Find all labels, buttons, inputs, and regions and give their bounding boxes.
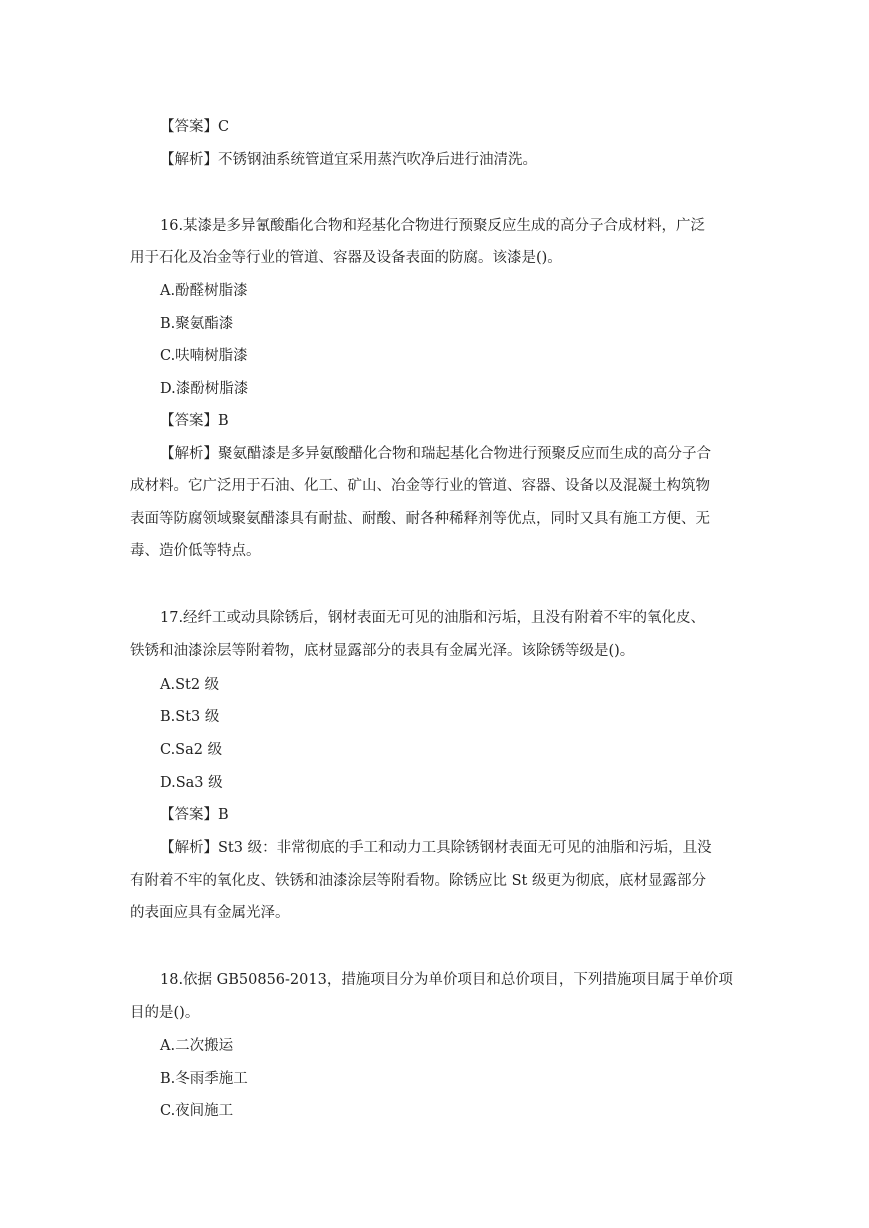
question-17-option-c: C.Sa2 级	[160, 742, 223, 758]
question-17-analysis: 【解析】St3 级：非常彻底的手工和动力工具除锈钢材表面无可见的油脂和污垢，且没	[160, 840, 712, 856]
question-16-option-d: D.漆酚树脂漆	[160, 381, 249, 397]
question-17-option-d: D.Sa3 级	[160, 775, 223, 791]
question-17-answer: 【答案】B	[160, 807, 229, 823]
question-16-analysis-cont: 成材料。它广泛用于石油、化工、矿山、冶金等行业的管道、容器、设备以及混凝土构筑物	[130, 478, 710, 494]
question-16-analysis: 【解析】聚氨醋漆是多异氨酸醋化合物和瑞起基化合物进行预聚反应而生成的高分子合	[160, 446, 711, 462]
question-16-answer: 【答案】B	[160, 413, 229, 429]
question-16-option-a: A.酚醛树脂漆	[160, 283, 248, 299]
question-16-analysis-cont: 毒、造价低等特点。	[130, 543, 261, 559]
question-18-stem: 18.依据 GB50856-2013，措施项目分为单价项目和总价项目，下列措施项目属于单价项	[160, 972, 733, 988]
question-18-stem-cont: 目的是()。	[130, 1005, 200, 1021]
question-17-analysis-cont: 有附着不牢的氧化皮、铁锈和油漆涂层等附看物。除锈应比 St 级更为彻底，底材显露部分	[130, 873, 706, 889]
analysis-line: 【解析】不锈钢油系统管道宜采用蒸汽吹净后进行油清洗。	[160, 152, 537, 168]
question-16-option-b: B.聚氨酯漆	[160, 316, 234, 332]
question-17-option-b: B.St3 级	[160, 709, 220, 725]
question-18-option-a: A.二次搬运	[160, 1038, 234, 1054]
question-17-option-a: A.St2 级	[160, 677, 220, 693]
question-16-analysis-cont: 表面等防腐领域聚氨醋漆具有耐盐、耐酸、耐各种稀释剂等优点，同时又具有施工方便、无	[130, 511, 710, 527]
question-16-stem-cont: 用于石化及冶金等行业的管道、容器及设备表面的防腐。该漆是()。	[130, 250, 562, 266]
answer-line: 【答案】C	[160, 119, 230, 135]
question-18-option-b: B.冬雨季施工	[160, 1071, 248, 1087]
question-17-analysis-cont: 的表面应具有金属光泽。	[130, 905, 290, 921]
question-17-stem: 17.经纤工或动具除锈后，钢材表面无可见的油脂和污垢，且没有附着不牢的氧化皮、	[160, 610, 706, 626]
question-17-stem-cont: 铁锈和油漆涂层等附着物，底材显露部分的表具有金属光泽。该除锈等级是()。	[130, 643, 635, 659]
question-16-option-c: C.呋喃树脂漆	[160, 348, 248, 364]
question-16-stem: 16.某漆是多异氰酸酯化合物和羟基化合物进行预聚反应生成的高分子合成材料，广泛	[160, 218, 706, 234]
question-18-option-c: C.夜间施工	[160, 1103, 234, 1119]
